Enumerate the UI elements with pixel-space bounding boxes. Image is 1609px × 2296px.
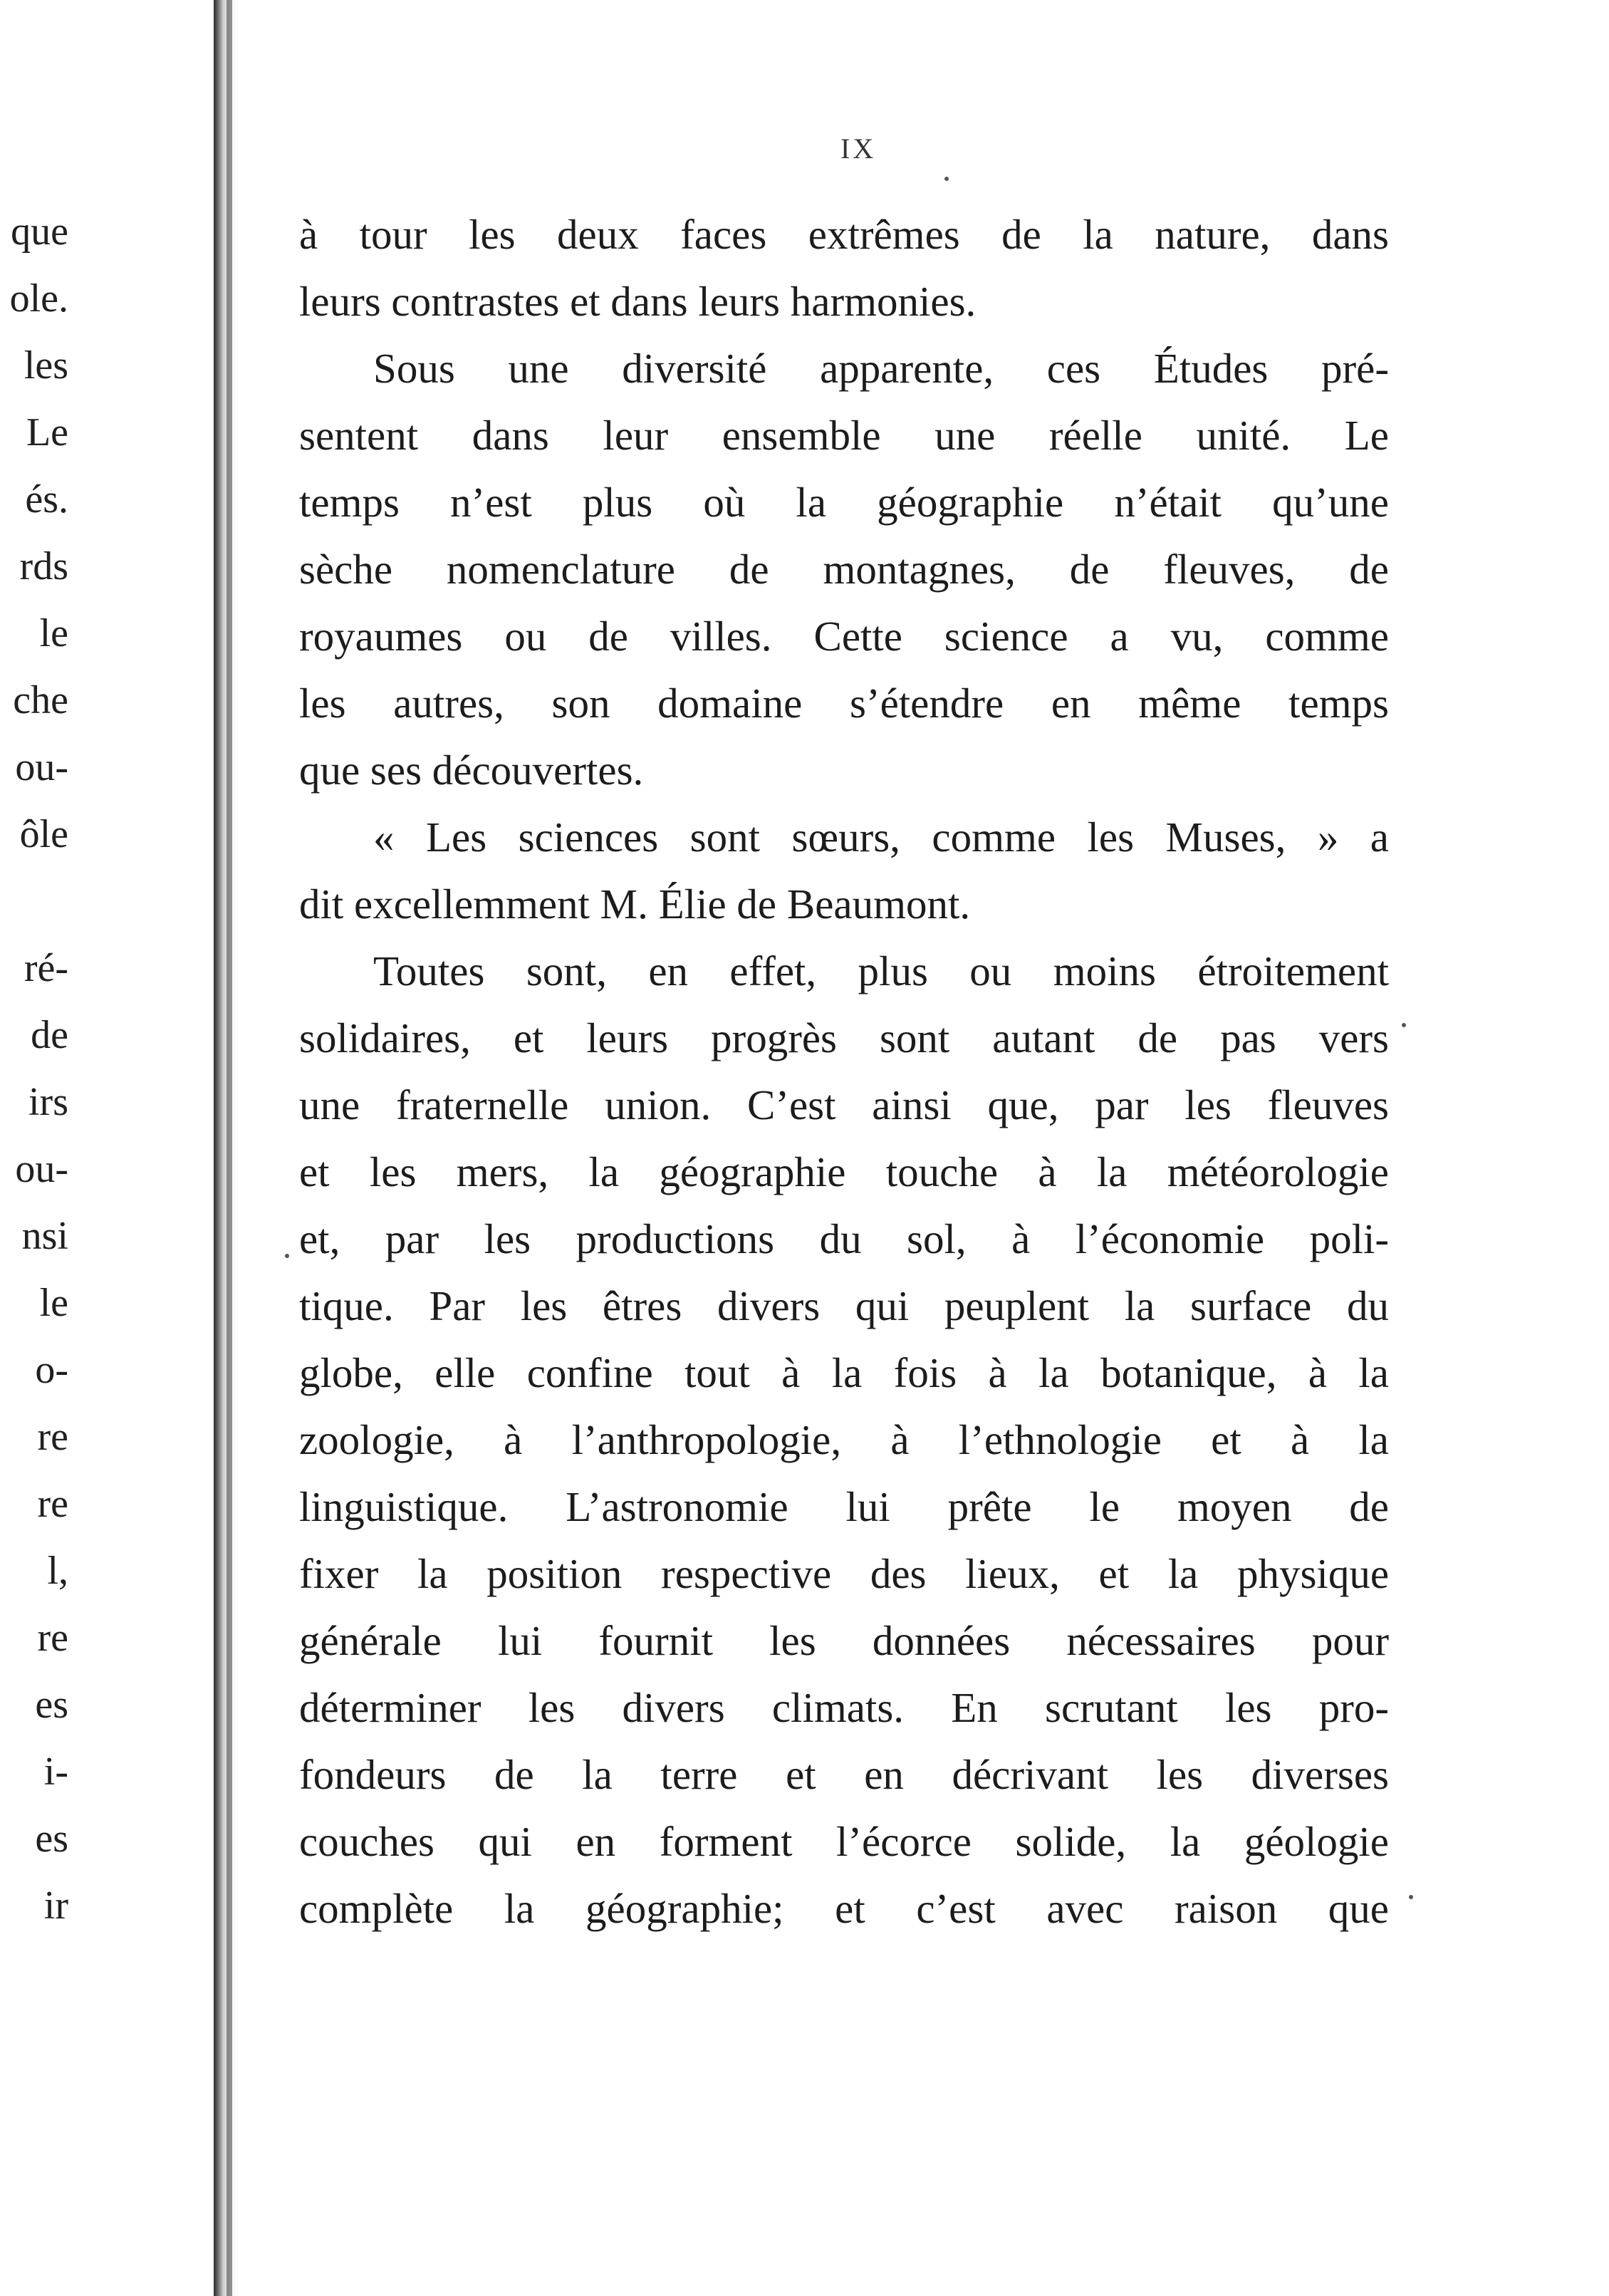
text-line: une fraternelle union. C’est ainsi que, par les fleuves [299,1081,1389,1128]
paper-speck [1402,1023,1406,1027]
paper-speck [285,1254,289,1258]
text-line: dit excellemment M. Élie de Beaumont. [299,881,971,928]
text-line: leurs contrastes et dans leurs harmonies. [299,278,977,325]
facing-page-fragment: re [37,1415,68,1458]
text-line: sèche nomenclature de montagnes, de fleuves, de [299,546,1389,593]
facing-page-fragment: ole. [9,277,68,320]
facing-page-margin [0,0,214,2296]
text-line: les autres, son domaine s’étendre en même temps [299,680,1389,727]
facing-page-fragment: re [37,1616,68,1659]
text-line: et, par les productions du sol, à l’économie poli- [299,1215,1389,1262]
text-line: déterminer les divers climats. En scrutant les pro- [299,1684,1389,1731]
facing-page-fragment: es [35,1817,68,1860]
paper-speck [944,177,949,181]
text-line: complète la géographie; et c’est avec raison que [299,1885,1389,1932]
binding-line [226,0,232,2296]
text-line: globe, elle confine tout à la fois à la botanique, à la [299,1349,1389,1396]
facing-page-fragment: o- [35,1349,68,1391]
facing-page-fragment: re [37,1482,68,1525]
text-line: que ses découvertes. [299,747,644,794]
text-line: tique. Par les êtres divers qui peuplent la surface du [299,1282,1389,1329]
facing-page-fragment: rds [19,545,68,588]
facing-page-fragment: ou- [15,1148,68,1190]
facing-page-fragment: l, [47,1549,68,1592]
text-line: royaumes ou de villes. Cette science a vu, comme [299,613,1389,660]
facing-page-fragment: che [13,679,68,722]
facing-page-fragment: ôle [19,813,68,856]
text-line: fixer la position respective des lieux, et la physique [299,1550,1389,1597]
text-line: à tour les deux faces extrêmes de la nature, dans [299,211,1389,258]
book-gutter [214,0,238,2296]
facing-page-fragment: és. [25,478,68,521]
facing-page-fragment: le [39,612,68,655]
text-line: Sous une diversité apparente, ces Études pré- [373,345,1389,392]
facing-page-fragment: ré- [24,947,68,989]
facing-page-fragment: Le [26,411,68,454]
text-line: solidaires, et leurs progrès sont autant de pas vers [299,1014,1389,1061]
text-line: couches qui en forment l’écorce solide, la géologie [299,1818,1389,1865]
text-line: fondeurs de la terre et en décrivant les diverses [299,1751,1389,1798]
facing-page-fragment: le [39,1282,68,1324]
facing-page-fragment: les [24,344,68,387]
facing-page-fragment: nsi [21,1215,68,1257]
text-line: générale lui fournit les données nécessaires pour [299,1617,1389,1664]
text-line: « Les sciences sont sœurs, comme les Muses, » a [373,814,1389,861]
page-number: IX [840,133,877,165]
facing-page-fragment: ir [43,1884,68,1927]
text-line: zoologie, à l’anthropologie, à l’ethnologie et à la [299,1416,1389,1463]
facing-page-fragment: irs [28,1081,68,1123]
facing-page-fragment: es [35,1683,68,1726]
text-line: linguistique. L’astronomie lui prête le moyen de [299,1483,1389,1530]
facing-page-fragment: de [31,1014,68,1056]
facing-page-fragment: i- [43,1750,68,1793]
facing-page-fragment: que [11,210,68,253]
text-line: temps n’est plus où la géographie n’était qu’une [299,479,1389,526]
paper-speck [1409,1895,1413,1899]
text-line: Toutes sont, en effet, plus ou moins étroitement [373,947,1389,994]
text-line: sentent dans leur ensemble une réelle unité. Le [299,412,1389,459]
text-line: et les mers, la géographie touche à la météorologie [299,1148,1389,1195]
facing-page-fragment: ou- [15,746,68,789]
